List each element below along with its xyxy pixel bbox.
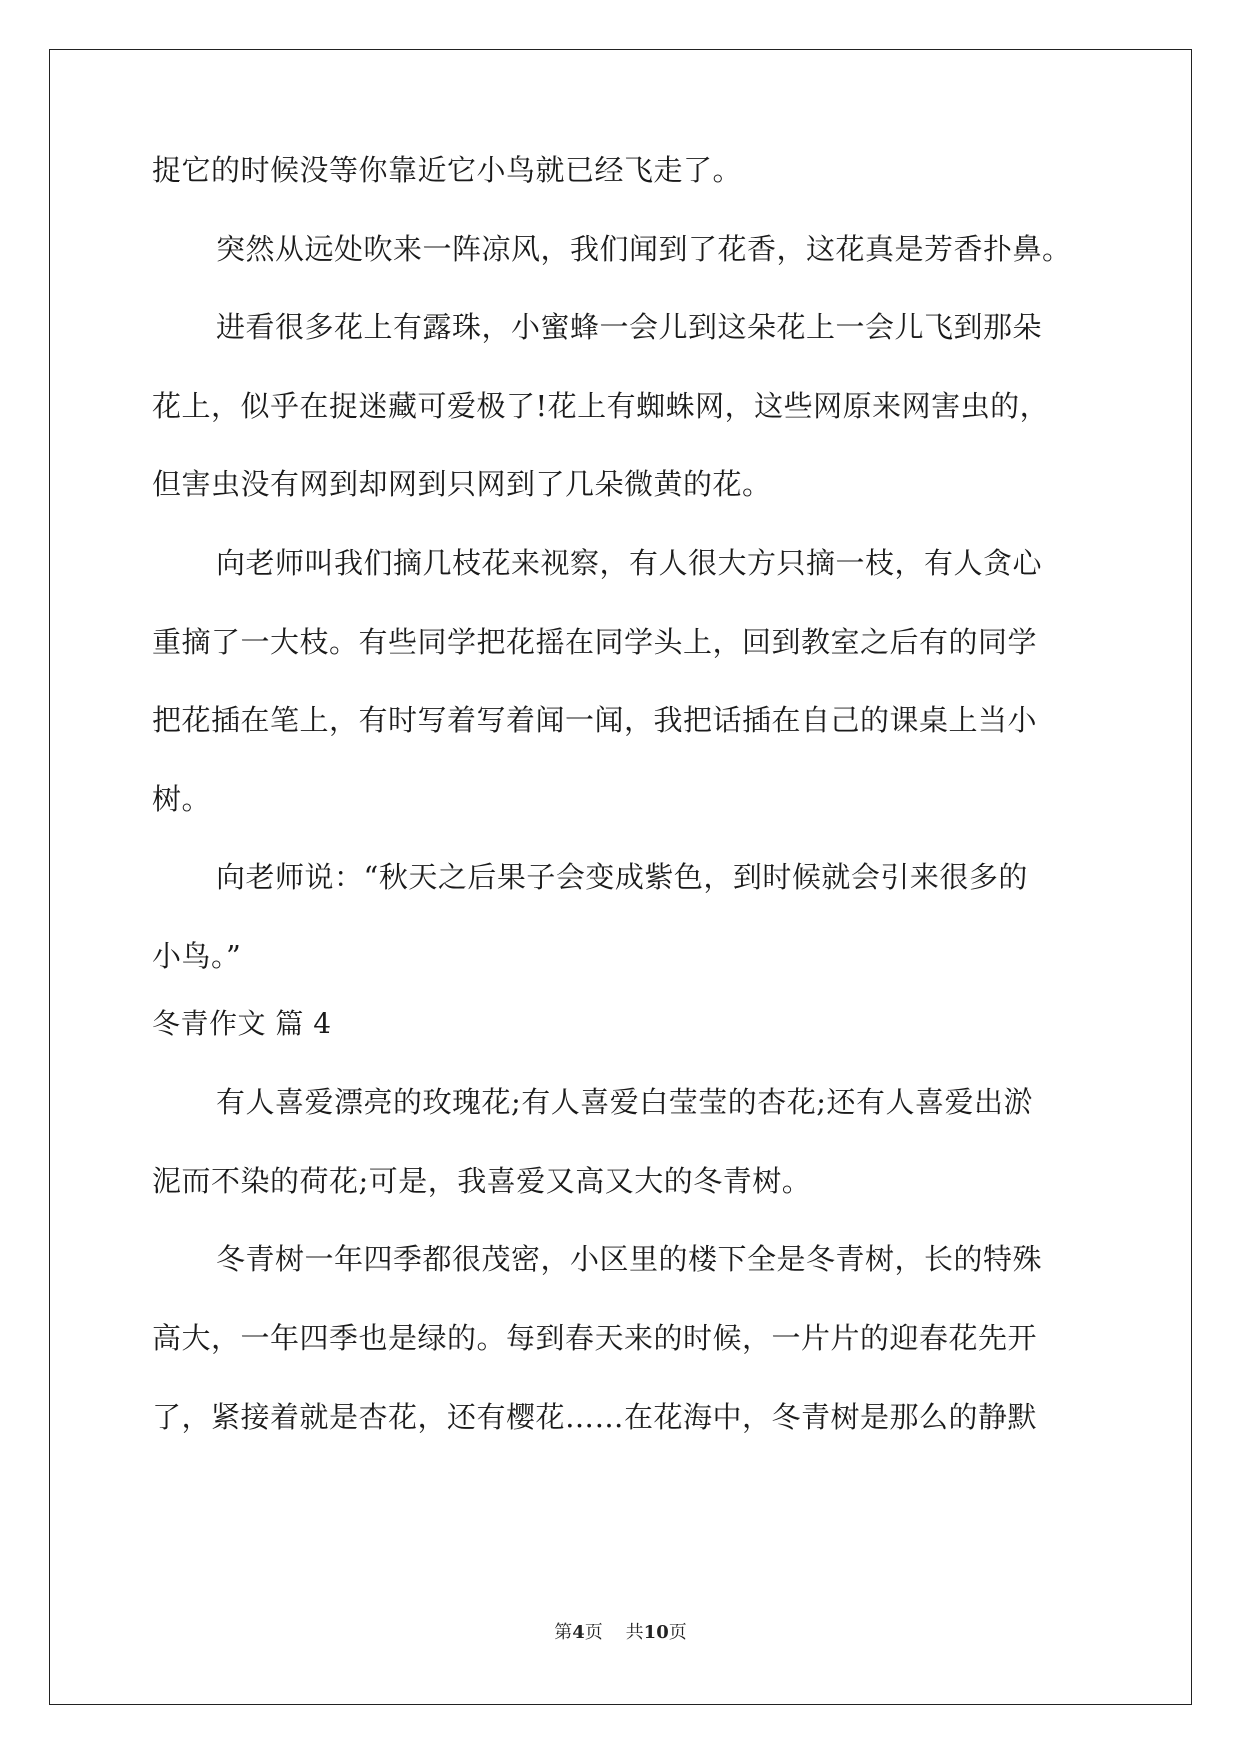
page-footer: [0, 1618, 1241, 1644]
text-line: 小鸟。”: [152, 939, 242, 973]
text-line: 把花插在笔上，有时写着写着闻一闻，我把话插在自己的课桌上当小: [152, 703, 1038, 737]
text-line: 树。: [152, 782, 212, 816]
footer-prefix: 第: [554, 1622, 573, 1643]
footer-suffix: 页: [668, 1622, 687, 1643]
text-line: 泥而不染的荷花;可是，我喜爱又高又大的冬青树。: [152, 1164, 812, 1198]
text-line: 高大，一年四季也是绿的。每到春天来的时候，一片片的迎春花先开: [152, 1321, 1038, 1355]
paragraph-line: 向老师叫我们摘几枝花来视察，有人很大方只摘一枝，有人贪心: [216, 546, 1043, 580]
text-line: 花上，似乎在捉迷藏可爱极了!花上有蜘蛛网，这些网原来网害虫的，: [152, 389, 1050, 423]
text-line: 重摘了一大枝。有些同学把花摇在同学头上，回到教室之后有的同学: [152, 625, 1038, 659]
section-heading: 冬青作文 篇 4: [152, 1007, 332, 1040]
text-line: 捉它的时候没等你靠近它小鸟就已经飞走了。: [152, 153, 743, 187]
paragraph-line: 有人喜爱漂亮的玫瑰花;有人喜爱白莹莹的杏花;还有人喜爱出淤: [216, 1085, 1034, 1119]
paragraph-line: 突然从远处吹来一阵凉风，我们闻到了花香，这花真是芳香扑鼻。: [216, 232, 1072, 266]
text-line: 但害虫没有网到却网到只网到了几朵微黄的花。: [152, 467, 772, 501]
current-page-number: 4: [572, 1622, 585, 1643]
total-page-number: 10: [643, 1622, 669, 1643]
paragraph-line: 向老师说：“秋天之后果子会变成紫色，到时候就会引来很多的: [216, 860, 1028, 894]
footer-middle: 页 共: [584, 1622, 644, 1643]
text-line: 了，紧接着就是杏花，还有樱花……在花海中，冬青树是那么的静默: [152, 1400, 1038, 1434]
paragraph-line: 冬青树一年四季都很茂密，小区里的楼下全是冬青树，长的特殊: [216, 1242, 1043, 1276]
paragraph-line: 进看很多花上有露珠，小蜜蜂一会儿到这朵花上一会儿飞到那朵: [216, 310, 1043, 344]
